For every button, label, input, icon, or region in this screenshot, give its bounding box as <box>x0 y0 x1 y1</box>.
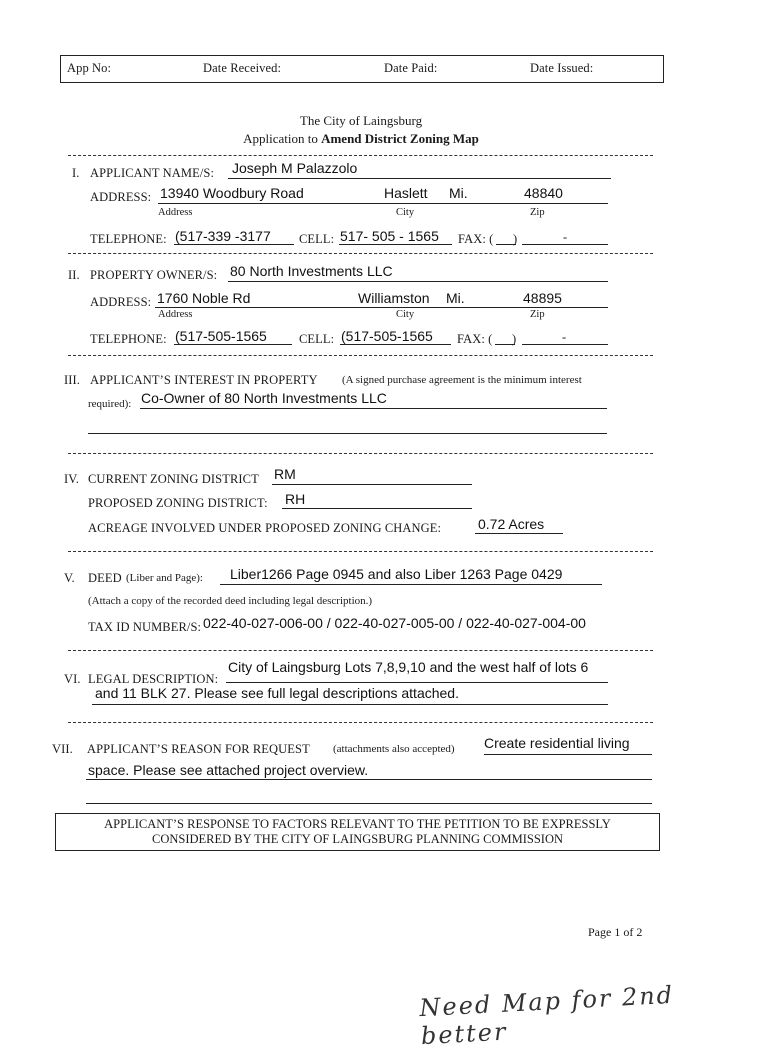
owner-line <box>228 281 608 282</box>
section-i-numeral: I. <box>72 166 80 180</box>
section-vii-numeral: VII. <box>52 742 73 756</box>
legal-line-2 <box>92 704 608 705</box>
current-zoning-value: RM <box>274 466 296 482</box>
owner-telephone-value: (517-505-1565 <box>175 328 267 344</box>
divider <box>68 722 653 723</box>
telephone-value: (517-339 -3177 <box>175 228 271 244</box>
owner-label: PROPERTY OWNER/S: <box>90 268 218 282</box>
interest-value: Co-Owner of 80 North Investments LLC <box>141 390 387 406</box>
reason-line2: space. Please see attached project overview. <box>88 762 369 778</box>
interest-required: required): <box>88 398 132 410</box>
reason-note: (attachments also accepted) <box>333 743 455 755</box>
owner-cell-value: (517-505-1565 <box>341 328 433 344</box>
owner-telephone-line <box>174 344 292 345</box>
address-label: ADDRESS: <box>90 190 152 204</box>
owner-fax-tail: ) <box>512 332 517 346</box>
divider <box>68 551 653 552</box>
cell-value: 517- 505 - 1565 <box>340 228 439 244</box>
section-iv-numeral: IV. <box>64 472 80 486</box>
current-zoning-label: CURRENT ZONING DISTRICT <box>88 472 259 486</box>
reason-line-2 <box>86 779 652 780</box>
divider <box>68 155 653 156</box>
section-ii-numeral: II. <box>68 268 80 282</box>
divider <box>68 253 653 254</box>
owner-fax-label: FAX: ( <box>457 332 493 346</box>
reason-line-3 <box>86 803 652 804</box>
deed-label: DEED <box>88 571 122 585</box>
sub-city: City <box>396 207 415 218</box>
owner-address-value: 1760 Noble Rd <box>157 290 251 306</box>
zip-value: 48840 <box>524 185 563 201</box>
proposed-zoning-line <box>282 508 472 509</box>
title-line1: The City of Laingsburg <box>299 113 423 128</box>
handwritten-note: Need Map for 2nd better <box>418 980 675 1050</box>
applicant-name-value: Joseph M Palazzolo <box>232 160 358 176</box>
city-value: Haslett <box>384 185 428 201</box>
telephone-line <box>174 244 294 245</box>
interest-line <box>140 408 607 409</box>
cell-label: CELL: <box>299 232 335 246</box>
reason-line-1 <box>484 754 652 755</box>
app-no-label: App No: <box>67 61 112 75</box>
tax-id-value: 022-40-027-006-00 / 022-40-027-005-00 / 022-40-027-004-00 <box>203 615 586 631</box>
date-issued-label: Date Issued: <box>530 61 594 75</box>
reason-line1: Create residential living <box>484 735 630 751</box>
owner-sub-address: Address <box>158 309 193 320</box>
date-received-label: Date Received: <box>203 61 282 75</box>
reason-label: APPLICANT’S REASON FOR REQUEST <box>87 742 310 756</box>
legal-description-line1: City of Laingsburg Lots 7,8,9,10 and the west half of lots 6 <box>228 659 589 675</box>
legal-description-line2: and 11 BLK 27. Please see full legal descriptions attached. <box>95 685 459 701</box>
owner-address-line <box>155 307 608 308</box>
proposed-zoning-value: RH <box>285 491 306 507</box>
legal-description-label: LEGAL DESCRIPTION: <box>88 672 219 686</box>
fax-tail: ) <box>513 232 518 246</box>
section-vi-numeral: VI. <box>64 672 81 686</box>
fax-label: FAX: ( <box>458 232 494 246</box>
date-paid-label: Date Paid: <box>384 61 438 75</box>
response-line1: APPLICANT’S RESPONSE TO FACTORS RELEVANT TO THE PETITION TO BE EXPRESSLY <box>104 817 611 831</box>
deed-line <box>220 584 602 585</box>
owner-cell-label: CELL: <box>299 332 335 346</box>
current-zoning-line <box>272 484 472 485</box>
tax-id-label: TAX ID NUMBER/S: <box>88 620 202 634</box>
acreage-value: 0.72 Acres <box>478 516 545 532</box>
response-line2: CONSIDERED BY THE CITY OF LAINGSBURG PLANNING COMMISSION <box>151 832 564 846</box>
attach-note: (Attach a copy of the recorded deed including legal description.) <box>88 595 373 607</box>
proposed-zoning-label: PROPOSED ZONING DISTRICT: <box>88 496 268 510</box>
sub-zip: Zip <box>530 207 545 218</box>
applicant-name-line <box>228 178 611 179</box>
applicant-name-label: APPLICANT NAME/S: <box>90 166 215 180</box>
sub-address: Address <box>158 207 193 218</box>
interest-note: (A signed purchase agreement is the minimum interest <box>342 374 582 386</box>
divider <box>68 355 653 356</box>
owner-zip-value: 48895 <box>523 290 562 306</box>
deed-note: (Liber and Page): <box>126 572 203 584</box>
acreage-line <box>475 533 563 534</box>
deed-value: Liber1266 Page 0945 and also Liber 1263 Page 0429 <box>230 566 563 582</box>
owner-telephone-label: TELEPHONE: <box>90 332 167 346</box>
title-line2 <box>0 131 722 147</box>
telephone-label: TELEPHONE: <box>90 232 167 246</box>
address-line <box>158 203 608 204</box>
divider <box>68 650 653 651</box>
owner-address-label: ADDRESS: <box>90 295 152 309</box>
owner-fax-dash: - <box>562 330 567 344</box>
title-bold: Amend District Zoning Map <box>321 131 479 146</box>
address-value: 13940 Woodbury Road <box>160 185 304 201</box>
section-iii-numeral: III. <box>64 373 81 387</box>
state-value: Mi. <box>449 185 468 201</box>
fax-dash: - <box>563 230 568 244</box>
interest-label: APPLICANT’S INTEREST IN PROPERTY <box>90 373 318 387</box>
owner-value: 80 North Investments LLC <box>230 263 393 279</box>
page-number: Page 1 of 2 <box>588 925 643 939</box>
acreage-label: ACREAGE INVOLVED UNDER PROPOSED ZONING CHANGE: <box>88 521 442 535</box>
owner-state-value: Mi. <box>446 290 465 306</box>
owner-city-value: Williamston <box>358 290 430 306</box>
owner-cell-line <box>340 344 451 345</box>
owner-sub-zip: Zip <box>530 309 545 320</box>
title-prefix: Application to <box>243 131 322 146</box>
interest-line-2 <box>88 433 607 434</box>
owner-sub-city: City <box>396 309 415 320</box>
section-v-numeral: V. <box>64 571 75 585</box>
divider <box>68 453 653 454</box>
legal-line-1 <box>226 682 608 683</box>
cell-line <box>339 244 452 245</box>
